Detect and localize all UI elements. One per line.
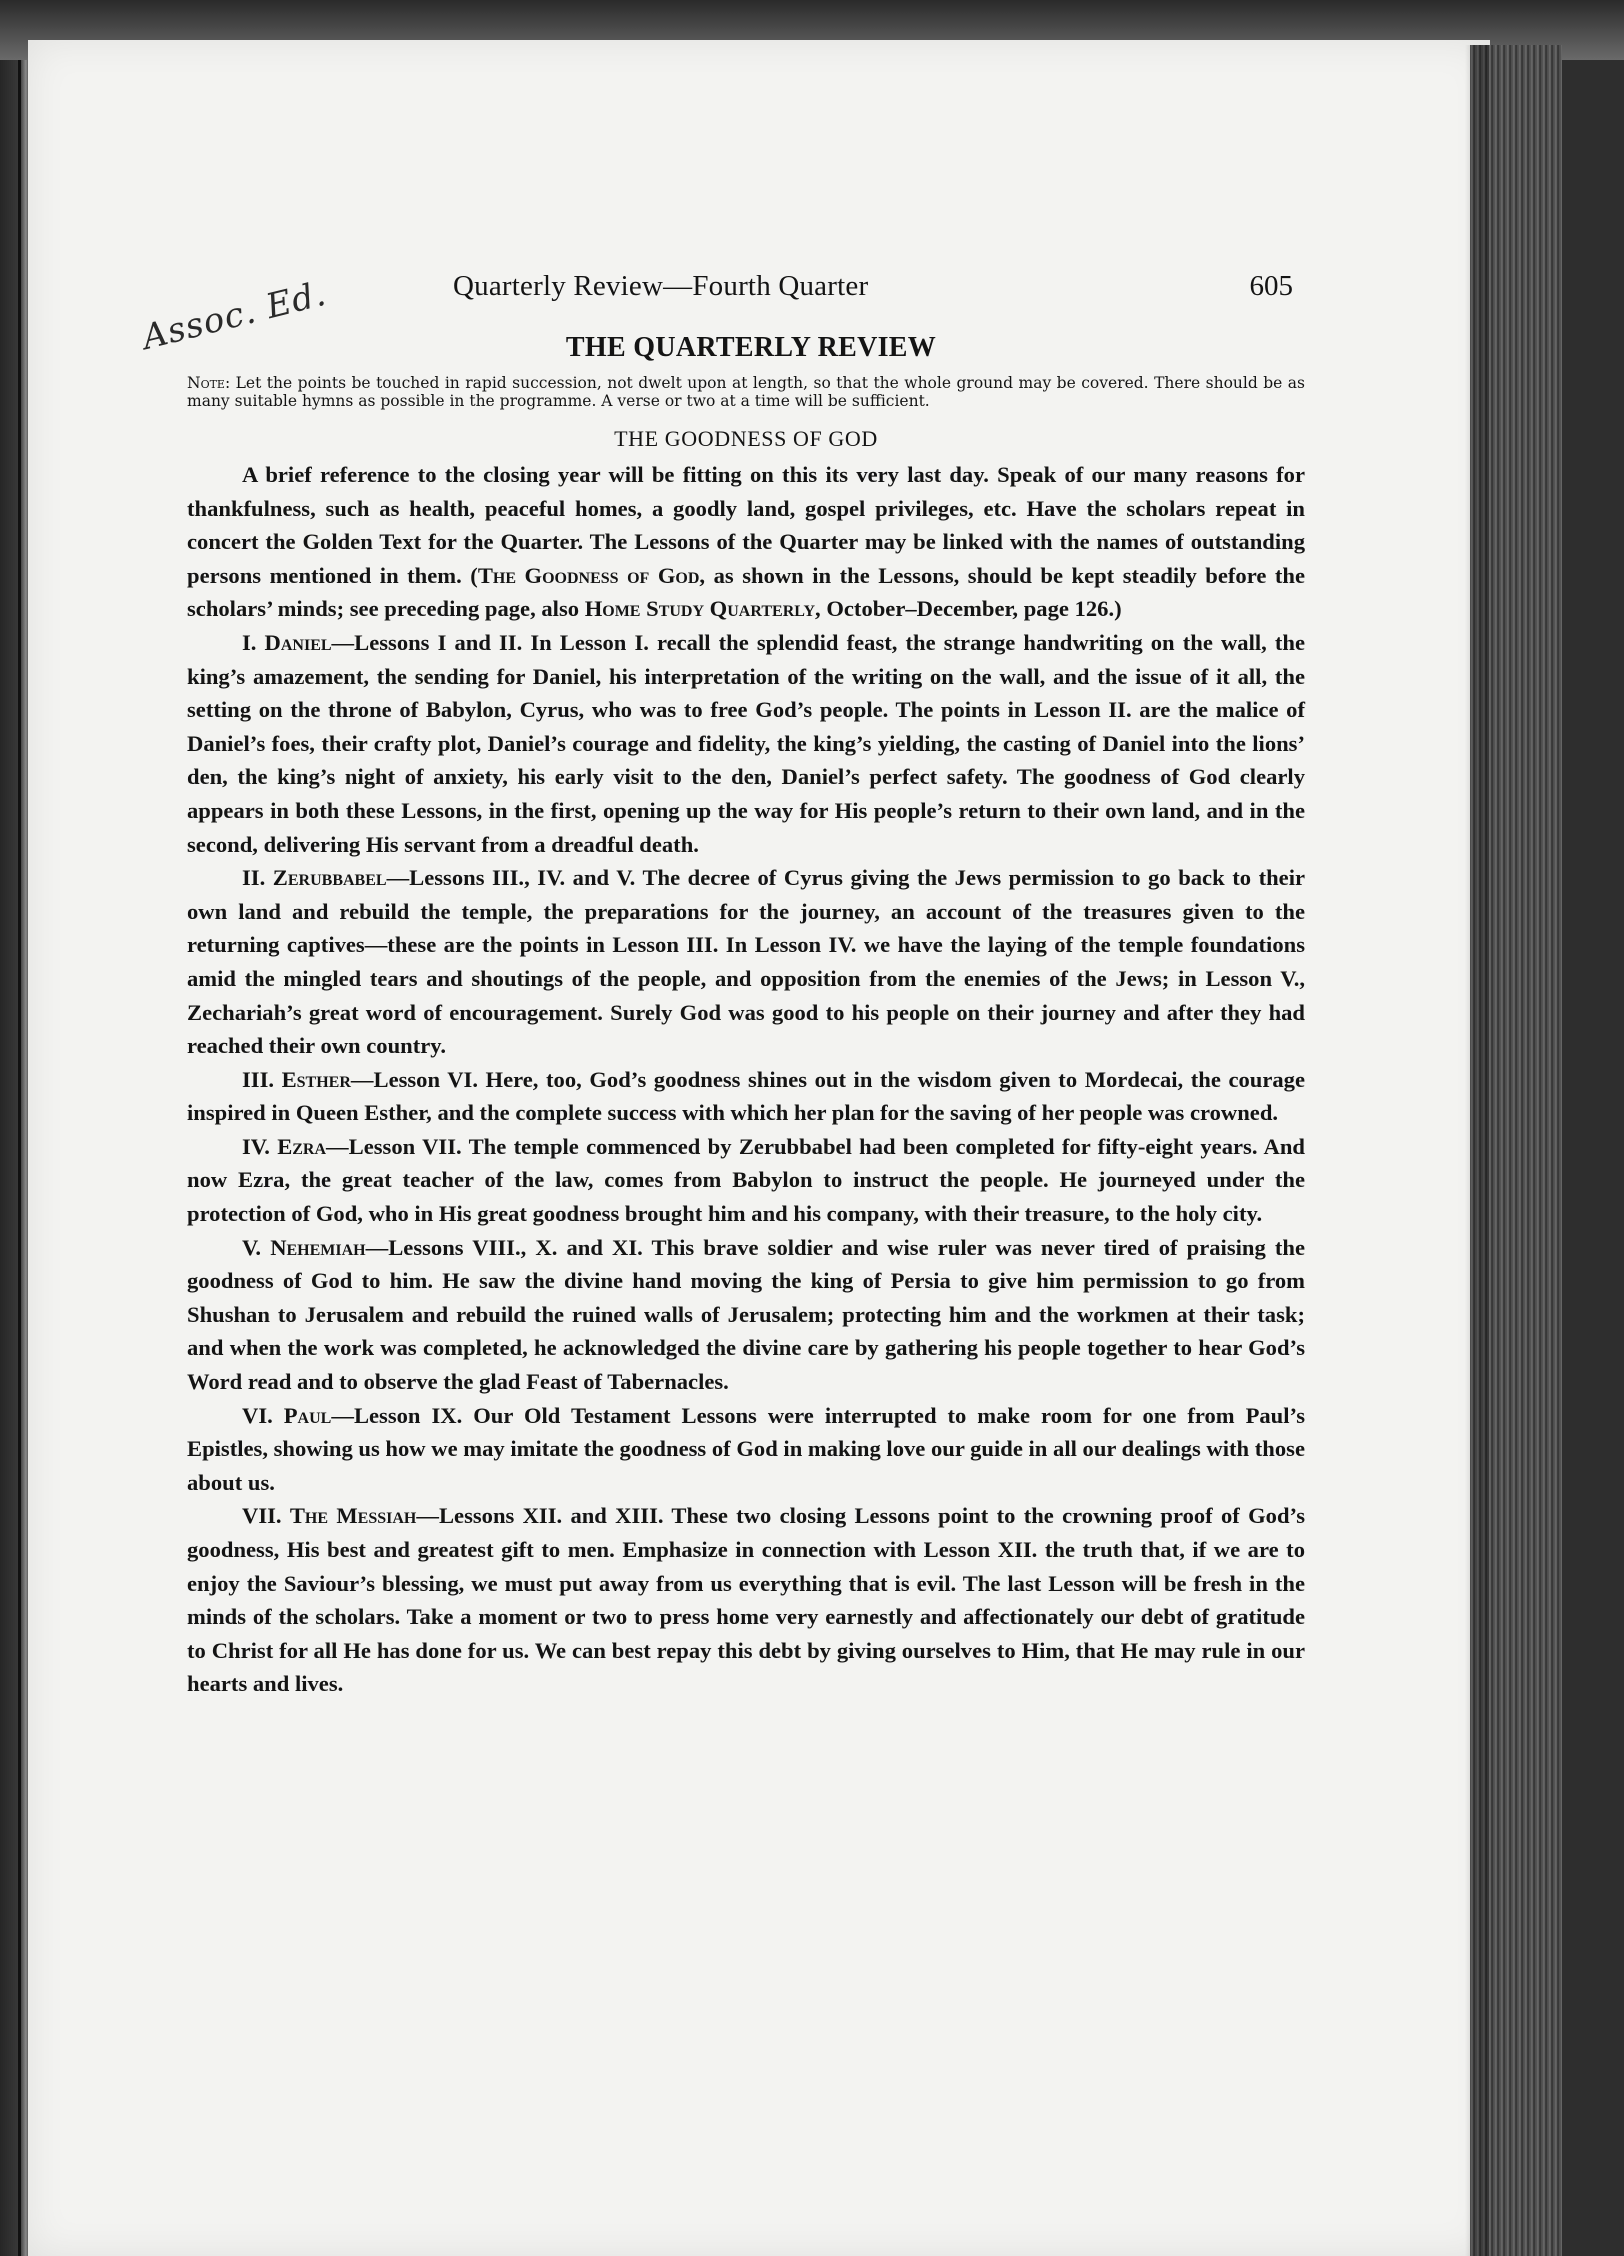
section-number: V. — [242, 1234, 271, 1260]
section-number: II. — [242, 865, 273, 891]
section-paragraph-paul — [187, 1399, 1305, 1500]
section-paragraph-daniel — [187, 626, 1305, 861]
page-content — [187, 270, 1305, 1701]
section-name: Daniel — [264, 629, 332, 655]
section-number: IV. — [242, 1133, 278, 1159]
section-text: —Lessons I and II. In Lesson I. recall the splendid feast, the strange handwriting on the wall, the king’s amazement, the sending for Daniel, his interpretation of the writing on the wall, and the issue of it all, the setting on the throne of Babylon, Cyrus, who was to free God’s people. The points in Lesson II. are the malice of Daniel’s foes, their crafty plot, Daniel’s courage and fidelity, the king’s yielding, the casting of Daniel into the lions’ den, the king’s night of anxiety, his early visit to the den, Daniel’s perfect safety. The goodness of God clearly appears in both these Lessons, in the first, opening up the way for His people’s return to their own land, and in the second, delivering His servant from a dreadful death. — [187, 629, 1305, 857]
section-name: Paul — [283, 1402, 332, 1428]
section-paragraph-zerubbabel — [187, 861, 1305, 1063]
section-name: Nehemiah — [270, 1234, 366, 1260]
page-edge-shadow — [1465, 45, 1489, 2256]
running-title: Quarterly Review—Fourth Quarter — [453, 270, 869, 302]
section-name: Ezra — [277, 1133, 327, 1159]
section-heading: THE GOODNESS OF GOD — [614, 426, 878, 451]
section-name: Zerubbabel — [272, 865, 387, 891]
section-text: —Lesson VII. The temple commenced by Zerubbabel had been completed for fifty-eight years. And now Ezra, the great teacher of the law, comes from Babylon to instruct the people. He journeyed under the protection of God, who in His great goodness brought him and his company, with their treasure, to the holy city. — [187, 1133, 1306, 1227]
book-gutter — [18, 60, 21, 2256]
note-paragraph — [187, 374, 1305, 410]
note-label: Note: — [187, 374, 231, 392]
intro-text-1: A brief reference to the closing year will be fitting on this its very last day. Speak of our many reasons for thankfulness, such as health, peaceful homes, a goodly land, gospel privileges, etc. Have the scholars repeat in concert the Golden Text for the Quarter. The Lessons of the Quarter may be linked with the names of outstanding persons mentioned in them. ( — [187, 462, 1305, 588]
section-paragraph-nehemiah — [187, 1231, 1305, 1399]
section-text: —Lesson VI. Here, too, God’s goodness shines out in the wisdom given to Mordecai, the courage inspired in Queen Esther, and the complete success with which her plan for the saving of her people was crowned. — [187, 1066, 1305, 1126]
running-header — [187, 270, 1305, 310]
section-text: —Lessons III., IV. and V. The decree of Cyrus giving the Jews permission to go back to their own land and rebuild the temple, the preparations for the journey, an account of the treasures given to the returning captives—these are the points in Lesson III. In Lesson IV. we have the laying of the temple foundations amid the mingled tears and shoutings of the people, and opposition from the enemies of the Jews; in Lesson V., Zechariah’s great word of encouragement. Surely God was good to his people on their journey and after they had reached their own country. — [187, 865, 1305, 1059]
intro-text-3: , October–December, page 126.) — [815, 596, 1122, 622]
intro-smallcaps-1: The Goodness of God — [477, 562, 700, 588]
page-number: 605 — [1249, 270, 1293, 302]
handwritten-annotation: Assoc. Ed. — [138, 273, 331, 358]
section-paragraph-ezra — [187, 1130, 1305, 1231]
intro-text-2: , as shown in the Lessons, should be kept steadily before the scholars’ minds; see preceding page, also — [187, 562, 1306, 622]
section-name: Esther — [281, 1066, 351, 1092]
section-number: I. — [242, 629, 265, 655]
page-title: THE QUARTERLY REVIEW — [565, 332, 937, 363]
section-number: VII. — [242, 1503, 290, 1529]
section-name: The Messiah — [289, 1503, 417, 1529]
section-text: —Lesson IX. Our Old Testament Lessons were interrupted to make room for one from Paul’s Epistles, showing us how we may imitate the goodness of God in making love our guide in all our dealings with those about us. — [187, 1402, 1305, 1495]
intro-paragraph — [187, 458, 1305, 626]
section-text: —Lessons XII. and XIII. These two closing Lessons point to the crowning proof of God’s goodness, His best and greatest gift to men. Emphasize in connection with Lesson XII. the truth that, if we are to enjoy the Saviour’s blessing, we must put away from us everything that is evil. The last Lesson will be fresh in the minds of the scholars. Take a moment or two to press home very earnestly and affectionately our debt of gratitude to Christ for all He has done for us. We can best repay this debt by giving ourselves to Him, that He may rule in our hearts and lives. — [187, 1503, 1306, 1697]
section-number: VI. — [242, 1402, 284, 1428]
note-text: Let the points be touched in rapid succession, not dwelt upon at length, so that the whole ground may be covered. There should be as many suitable hymns as possible in the programme. A verse or two at a time will be sufficient. — [187, 374, 1305, 410]
intro-smallcaps-2: Home Study Quarterly — [584, 596, 816, 622]
section-text: —Lessons VIII., X. and XI. This brave soldier and wise ruler was never tired of praising the goodness of God to him. He saw the divine hand moving the king of Persia to give him permission to go from Shushan to Jerusalem and rebuild the ruined walls of Jerusalem; protecting him and the workmen at their task; and when the work was completed, he acknowledged the divine care by gathering his people together to hear God’s Word read and to observe the glad Feast of Tabernacles. — [187, 1234, 1305, 1395]
section-paragraph-messiah — [187, 1499, 1305, 1701]
section-paragraph-esther — [187, 1063, 1305, 1130]
section-number: III. — [242, 1066, 282, 1092]
